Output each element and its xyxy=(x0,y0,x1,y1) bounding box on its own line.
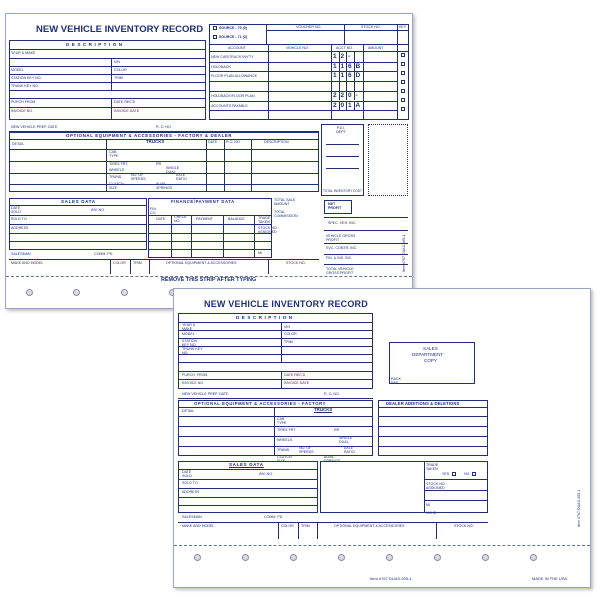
voucher-digit-separator xyxy=(339,52,340,62)
voucher-digit-separator xyxy=(346,62,347,72)
voucher-acct-digit: 1 xyxy=(333,53,337,60)
copy-line-2: DEPARTMENT xyxy=(412,352,444,357)
voucher-digit-separator xyxy=(339,91,340,101)
voucher-acct-digit: 2 xyxy=(340,91,345,99)
voucher-acct-digit: - xyxy=(348,53,351,60)
voucher-digit-separator xyxy=(354,91,355,101)
front-speeds-label: NO. OF SPEEDS xyxy=(299,446,314,454)
back-mi-label: MI xyxy=(258,251,262,255)
rack-ref-label: RACK REF. xyxy=(391,377,401,385)
voucher-digit-separator xyxy=(346,71,347,81)
back-trucks-label: TRUCKS xyxy=(146,139,165,144)
voucher-acct-digit: A xyxy=(355,101,361,109)
back-inv-no-label: INV. NO. xyxy=(91,208,106,212)
front-salesman-label: SALESMAN xyxy=(182,515,202,519)
back-single-dual-label: SINGLE DUAL xyxy=(166,166,180,174)
front-form-title: NEW VEHICLE INVENTORY RECORD xyxy=(204,299,368,309)
front-made-in-usa: MADE IN THE USA xyxy=(532,576,568,581)
punch-hole xyxy=(482,554,489,561)
back-date-recd-label: DATE REC'D xyxy=(114,100,136,104)
back-payment-label: PAYMENT xyxy=(196,217,213,221)
back-form-title: NEW VEHICLE INVENTORY RECORD xyxy=(36,24,204,35)
front-invoice-no-label: INVOICE NO. xyxy=(182,381,205,385)
back-fin-co-label: FIN. CO. xyxy=(150,207,157,215)
front-date-sold-label: DATE SOLD xyxy=(182,470,192,478)
back-total-vehicle-gross-label: TOTAL VEHICLE GROSS PROFIT xyxy=(326,267,354,275)
voucher-digit-separator xyxy=(346,101,347,111)
front-model-label: MODEL xyxy=(182,332,195,336)
front-detail-label: DETAIL xyxy=(182,409,195,413)
voucher-acct-digit: 1 xyxy=(340,72,345,80)
front-optional-accessories-label: OPTIONAL EQUIPMENT & ACCESSORIES xyxy=(334,524,405,528)
voucher-digit-separator xyxy=(354,52,355,62)
front-side-code: Item #767 DUAS-305-1 xyxy=(577,489,581,527)
back-svc-contr-label: SVC. CONTR. INC. xyxy=(326,246,358,250)
back-side-code: Item #767 DUAS-305-1 xyxy=(402,234,406,272)
front-mi-label: MI xyxy=(426,503,430,507)
back-net-profit-label: NET PROFIT xyxy=(328,202,342,210)
back-detail-label: DETAIL xyxy=(12,142,25,146)
voucher-acct-digit: B xyxy=(355,62,361,70)
back-prep-date-label: NEW VEHICLE PREP. DATE xyxy=(11,125,58,129)
front-stock-assigned-label: STOCK NO. ASSIGNED xyxy=(426,482,446,490)
back-vehicle-gross-label: VEHICLE GROSS PROFIT xyxy=(326,234,356,242)
voucher-row-line xyxy=(209,62,397,63)
front-tires-label: TIRES FRT. xyxy=(277,428,297,432)
front-description-box xyxy=(178,313,373,389)
voucher-row-line xyxy=(209,110,397,111)
front-comm-pd-label: COMM. PD. xyxy=(264,515,284,519)
back-color2-label: COLOR xyxy=(113,261,126,265)
front-vin-label: VIN xyxy=(284,325,290,329)
voucher-amount-header: AMOUNT xyxy=(368,46,384,50)
front-trucks-label: TRUCKS xyxy=(314,407,333,412)
back-invoice-date-label: INVOICE DATE xyxy=(114,109,140,113)
back-description-box xyxy=(9,40,206,120)
voucher-acct-digit: 2 xyxy=(333,101,337,109)
back-date-label: DATE xyxy=(208,140,218,144)
front-mi-hd-label: MI/HD xyxy=(426,511,437,515)
punch-hole xyxy=(121,289,128,296)
back-axle-label: AXLE RATIO xyxy=(176,173,187,181)
front-wheels-label: WHEELS xyxy=(277,438,293,442)
voucher-acct-digit: D xyxy=(355,72,361,80)
source-71-label: SOURCE - 71 (0) xyxy=(219,35,247,39)
punch-hole xyxy=(73,289,80,296)
back-trunk-key-label: TRUNK KEY NO. xyxy=(11,84,39,88)
trade-no-checkbox[interactable] xyxy=(472,472,476,476)
dealer-additions-header: DEALER ADDITIONS & DELETIONS xyxy=(386,401,460,406)
front-no-label: NO xyxy=(464,472,470,476)
front-form-sheet xyxy=(173,288,591,588)
voucher-row-label: FLOOR PLAN ALLOWANCE xyxy=(211,74,257,79)
front-purch-from-label: PURCH. FROM xyxy=(182,373,208,377)
voucher-digit-separator xyxy=(354,71,355,81)
front-trans-label: TRANS. xyxy=(277,448,291,452)
voucher-row-line xyxy=(209,71,397,72)
voucher-row-label: HOLDBACK/FLOOR PLAN xyxy=(211,93,255,98)
front-cab-type-label: CAB TYPE xyxy=(277,417,287,425)
voucher-digit-separator xyxy=(339,62,340,72)
front-single-dual-label: SINGLE DUAL xyxy=(339,436,353,444)
front-trunk-key-label: TRUNK KEY NO. xyxy=(182,347,203,355)
back-tires-label: TIRES FRT. xyxy=(109,162,129,166)
back-address-label: ADDRESS xyxy=(11,226,29,230)
front-description-header: D E S C R I P T I O N xyxy=(236,315,293,320)
voucher-stock-no-label: STOCK NO. xyxy=(361,25,381,29)
back-balance-label: BALANCE xyxy=(228,217,245,221)
back-trim-label: TRIM xyxy=(114,76,123,80)
back-fin-ins-label: FIN. & INS. INC. xyxy=(326,256,353,260)
front-invoice-date-label: INVOICE DATE xyxy=(284,381,310,385)
back-sales-data-header: SALES DATA xyxy=(61,199,96,204)
front-rr-label: RR xyxy=(334,428,340,432)
copy-line-3: COPY xyxy=(424,358,438,363)
back-trade-taken-label: TRADE TAKEN xyxy=(258,216,271,224)
back-stock-assigned-label: STOCK NO. ASSIGNED xyxy=(258,226,278,234)
voucher-digit-separator xyxy=(339,81,340,91)
back-fin-date-label: DATE xyxy=(156,217,166,221)
back-clutch-label: CLUTCH SIZE xyxy=(109,182,124,190)
back-vin-label: VIN xyxy=(114,60,120,64)
front-trim-label: TRIM xyxy=(284,340,293,344)
back-purch-from-label: PURCH FROM xyxy=(11,100,36,104)
voucher-digit-separator xyxy=(346,81,347,91)
front-ro-no-label: R. O. NO. xyxy=(324,392,340,396)
source-70-checkbox[interactable] xyxy=(213,26,217,30)
front-yes-label: YES xyxy=(442,472,450,476)
back-pdi-box xyxy=(321,124,364,196)
voucher-digit-separator xyxy=(354,62,355,72)
back-aux-label: AUXIL. SPRINGS xyxy=(156,182,173,190)
punch-hole xyxy=(386,554,393,561)
remove-strip-text: REMOVE THIS STRIP AFTER TYPING xyxy=(161,277,257,283)
back-optional-accessories-label: OPTIONAL EQUIPMENT & ACCESSORIES xyxy=(166,261,237,265)
back-speeds-label: NO. OF SPEEDS xyxy=(131,173,146,181)
back-year-make-label: YEAR & MAKE xyxy=(11,51,36,55)
front-inv-no-label: INV. NO. xyxy=(259,472,274,476)
front-axle-label: AXLE RATIO xyxy=(344,446,355,454)
back-color-label: COLOR xyxy=(114,68,127,72)
voucher-digit-separator xyxy=(354,81,355,91)
front-item-number: Item #767 DUAS-305-1 xyxy=(370,576,412,581)
front-trade-taken-label: TRADE TAKEN xyxy=(426,463,439,471)
front-address-label: ADDRESS xyxy=(182,490,200,494)
front-stock-no-label: STOCK NO. xyxy=(454,524,474,528)
dealer-additions-box xyxy=(378,400,488,456)
voucher-acct-digit: - xyxy=(355,91,358,99)
voucher-acct-digit: 1 xyxy=(333,62,337,70)
voucher-acct-digit: 0 xyxy=(348,91,352,99)
punch-hole xyxy=(242,554,249,561)
voucher-row-line xyxy=(209,101,397,102)
back-station-key-label: STATION KEY NO. xyxy=(11,76,42,80)
back-total-sale-label: TOTAL SALE AMOUNT xyxy=(274,198,296,206)
voucher-row-label: HOLDBACK xyxy=(211,64,231,69)
back-comm-pd-label: COMM. PD. xyxy=(94,252,114,256)
front-clutch-label: CLUTCH SIZE xyxy=(277,455,292,463)
front-aux-label: AUXIL. SPRINGS xyxy=(324,455,341,463)
back-rr-label: RR xyxy=(156,162,162,166)
voucher-row-line xyxy=(209,81,397,82)
punch-hole xyxy=(194,554,201,561)
source-71-checkbox[interactable] xyxy=(213,35,217,39)
back-cab-type-label: CAB TYPE xyxy=(109,150,119,158)
back-description-label: DESCRIPTION xyxy=(264,140,289,144)
punch-hole xyxy=(290,554,297,561)
voucher-acct-digit: 6 xyxy=(348,72,352,80)
voucher-vehicle-no-header: VEHICLE NO. xyxy=(286,46,309,50)
voucher-acct-digit: 2 xyxy=(333,91,337,99)
voucher-digit-separator xyxy=(339,101,340,111)
front-trim2-label: TRIM xyxy=(301,524,310,528)
voucher-digit-separator xyxy=(346,91,347,101)
voucher-digit-separator xyxy=(346,52,347,62)
voucher-no-label: VOUCHER NO. xyxy=(296,25,322,29)
voucher-acct-no-header: ACCT NO. xyxy=(336,46,354,50)
voucher-row-line xyxy=(209,91,397,92)
back-wheels-label: WHEELS xyxy=(109,168,125,172)
back-ro-no-label: R. O. NO. xyxy=(156,125,172,129)
back-form-sheet xyxy=(5,13,413,309)
back-ro-label: R.O. NO. xyxy=(226,140,241,144)
front-year-make-label: YEAR & MAKE xyxy=(182,323,196,331)
back-stock-no-label: STOCK NO. xyxy=(286,261,306,265)
back-spec-veh-label: SPEC. VEH. INC. xyxy=(328,221,357,225)
front-date-recd-label: DATE REC'D xyxy=(284,373,306,377)
back-total-inventory-cost-label: TOTAL INVENTORY COST xyxy=(323,189,362,193)
back-description-header: D E S C R I P T I O N xyxy=(66,42,123,47)
back-make-model-label: MAKE AND MODEL xyxy=(11,261,44,265)
back-pdi-label: P.D.I. DEPT xyxy=(336,126,346,134)
voucher-digit-separator xyxy=(354,101,355,111)
voucher-acct-digit: 0 xyxy=(340,101,345,109)
back-invoice-no-label: INVOICE NO. xyxy=(11,109,34,113)
front-trade-box xyxy=(320,461,488,513)
front-station-key-label: STATION KEY NO. xyxy=(182,339,198,347)
front-sales-data-header: SALES DATA xyxy=(229,462,264,467)
front-sold-to-label: SOLD TO xyxy=(182,481,198,485)
voucher-key-label: KEY xyxy=(399,25,407,29)
front-color-label: COLOR xyxy=(284,332,297,336)
back-model-label: MODEL xyxy=(11,68,24,72)
voucher-acct-digit: 2 xyxy=(340,53,345,60)
punch-hole xyxy=(26,289,33,296)
back-trim2-label: TRIM xyxy=(133,261,142,265)
front-make-model-label: MAKE AND MODEL xyxy=(182,524,215,528)
voucher-acct-digit: 6 xyxy=(348,62,352,70)
voucher-acct-digit: 1 xyxy=(333,72,337,80)
punch-hole xyxy=(338,554,345,561)
front-color2-label: COLOR xyxy=(281,524,294,528)
punch-hole xyxy=(434,554,441,561)
back-optional-equipment-header: OPTIONAL EQUIPMENT & ACCESSORIES - FACTORY & DEALER xyxy=(66,133,233,138)
back-check-no-label: CHECK NO. xyxy=(174,215,187,223)
back-salesman-label: SALESMAN xyxy=(11,252,31,256)
voucher-row-label: ACCOUNTS PAYABLE xyxy=(211,103,248,108)
back-trans-label: TRANS. xyxy=(109,175,123,179)
back-sold-to-label: SOLD TO xyxy=(11,217,27,221)
voucher-acct-digit: 1 xyxy=(340,62,345,70)
back-finance-header: FINANCE/PAYMENT DATA xyxy=(171,199,235,204)
source-70-label: SOURCE - 70 (0) xyxy=(219,26,247,30)
front-optional-equipment-header: OPTIONAL EQUIPMENT & ACCESSORIES - FACTORY xyxy=(194,401,326,406)
voucher-digit-separator xyxy=(339,71,340,81)
trade-yes-checkbox[interactable] xyxy=(452,472,456,476)
punch-hole xyxy=(530,554,537,561)
voucher-row-label: NEW CAR/TRUCK INV'TY xyxy=(211,55,254,59)
copy-line-1: SALES xyxy=(423,346,438,351)
voucher-account-header: ACCOUNT xyxy=(228,46,246,50)
back-date-sold-label: DATE SOLD xyxy=(11,206,21,214)
voucher-acct-digit: 1 xyxy=(348,101,352,109)
back-total-commission-label: TOTAL COMMISSION xyxy=(274,210,298,218)
front-prep-date-label: NEW VEHICLE PREP. DATE xyxy=(182,392,229,396)
